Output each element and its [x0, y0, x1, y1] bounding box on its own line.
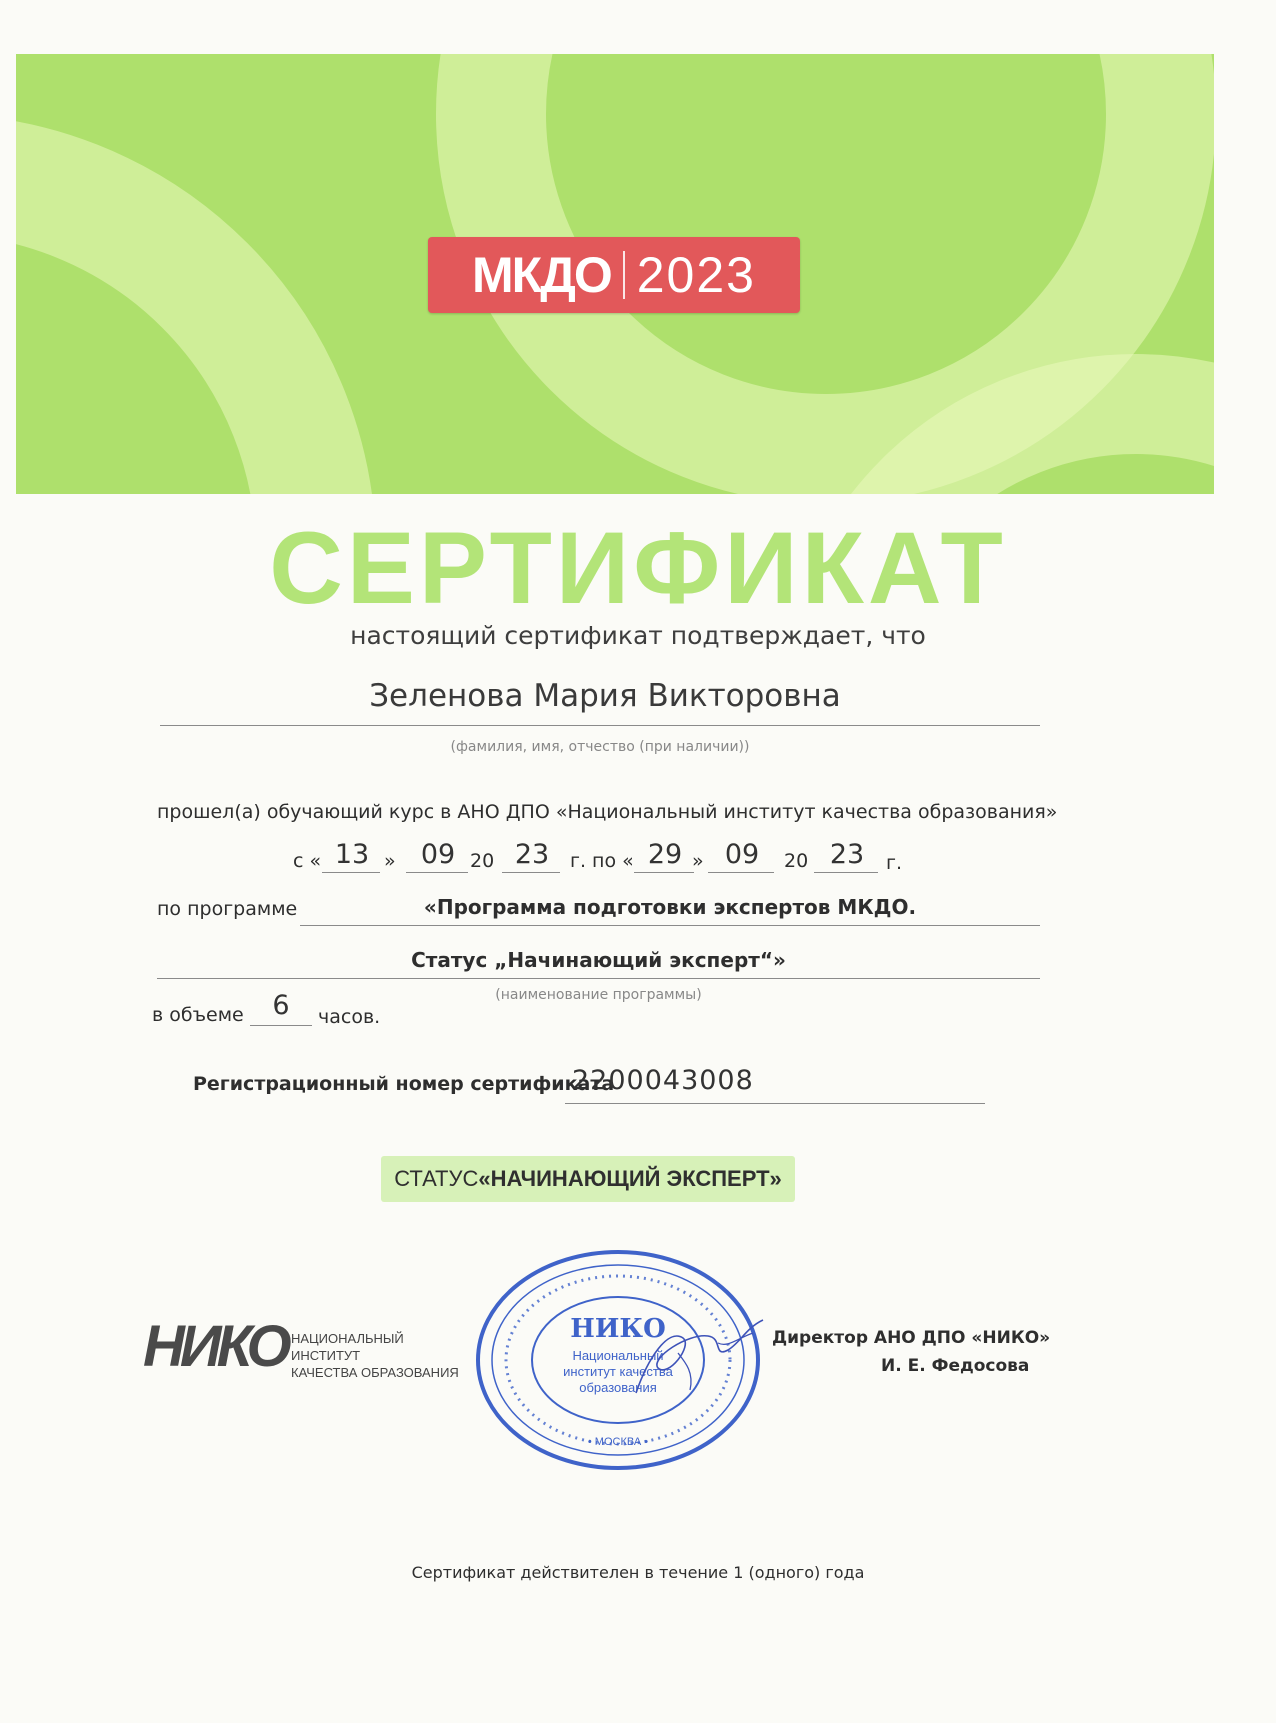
niko-logo [143, 1314, 459, 1380]
niko-logo-line-1: НАЦИОНАЛЬНЫЙ ИНСТИТУТ [291, 1331, 404, 1363]
course-text: прошел(а) обучающий курс в АНО ДПО «Национальный институт качества образования» [157, 801, 1058, 823]
signatory-title: Директор АНО ДПО «НИКО» [772, 1328, 1051, 1348]
date-from-prefix: с « [293, 850, 322, 872]
program-line-1: «Программа подготовки экспертов МКДО. [423, 895, 917, 919]
date-to-year: 23 [829, 839, 865, 870]
registration-underline [565, 1103, 985, 1104]
registration-label: Регистрационный номер сертификата [193, 1073, 615, 1095]
date-quote-close-1: » [384, 850, 396, 872]
date-to-year-line [814, 872, 878, 873]
status-badge [381, 1156, 795, 1202]
niko-logo-line-2: КАЧЕСТВА ОБРАЗОВАНИЯ [291, 1365, 459, 1380]
recipient-underline [160, 725, 1040, 726]
date-to-day: 29 [647, 839, 683, 870]
validity-note: Сертификат действителен в течение 1 (одного) года [411, 1563, 865, 1582]
mkdo-2023-logo [428, 237, 800, 313]
registration-number: 2200043008 [572, 1065, 754, 1096]
date-from-month: 09 [420, 839, 456, 870]
date-suffix: г. [886, 852, 903, 874]
logo-brand: МКДО [472, 247, 611, 303]
hours-suffix: часов. [318, 1006, 381, 1028]
director-signature [628, 1298, 768, 1408]
date-century-2: 20 [784, 850, 809, 872]
program-hint: (наименование программы) [495, 987, 702, 1003]
program-underline-2 [157, 978, 1040, 979]
date-century-1: 20 [470, 850, 495, 872]
recipient-name: Зеленова Мария Викторовна [369, 678, 841, 714]
date-to-month: 09 [724, 839, 760, 870]
hours-value: 6 [272, 990, 290, 1021]
date-from-day: 13 [334, 839, 370, 870]
program-underline-1 [300, 925, 1040, 926]
stamp-title: НИКО [570, 1314, 666, 1344]
date-from-year-line [502, 872, 560, 873]
date-to-month-line [708, 872, 774, 873]
program-label: по программе [157, 898, 298, 920]
date-from-day-line [322, 872, 380, 873]
date-quote-close-2: » [692, 850, 704, 872]
logo-year: 2023 [636, 247, 756, 303]
stamp-line-3: образования [579, 1380, 657, 1395]
niko-logo-mark: НИКО [143, 1314, 287, 1379]
certificate-title: СЕРТИФИКАТ [269, 511, 1007, 625]
date-mid: г. по « [570, 850, 634, 872]
signatory-name: И. Е. Федосова [881, 1356, 1030, 1376]
status-badge-prefix: СТАТУС [394, 1166, 479, 1191]
stamp-line-2: институт качества [563, 1364, 673, 1379]
hours-prefix: в объеме [152, 1004, 244, 1026]
status-badge-value: «НАЧИНАЮЩИЙ ЭКСПЕРТ» [478, 1166, 782, 1191]
date-from-month-line [406, 872, 468, 873]
date-to-day-line [634, 872, 694, 873]
hours-underline [250, 1025, 312, 1026]
stamp-city: • МОСКВА • [587, 1436, 649, 1448]
stamp-line-1: Национальный [572, 1348, 664, 1363]
date-from-year: 23 [514, 839, 550, 870]
certificate-subtitle: настоящий сертификат подтверждает, что [350, 621, 926, 650]
program-line-2: Статус „Начинающий эксперт“» [411, 948, 786, 972]
recipient-hint: (фамилия, имя, отчество (при наличии)) [450, 739, 750, 755]
logo-divider [623, 251, 625, 299]
